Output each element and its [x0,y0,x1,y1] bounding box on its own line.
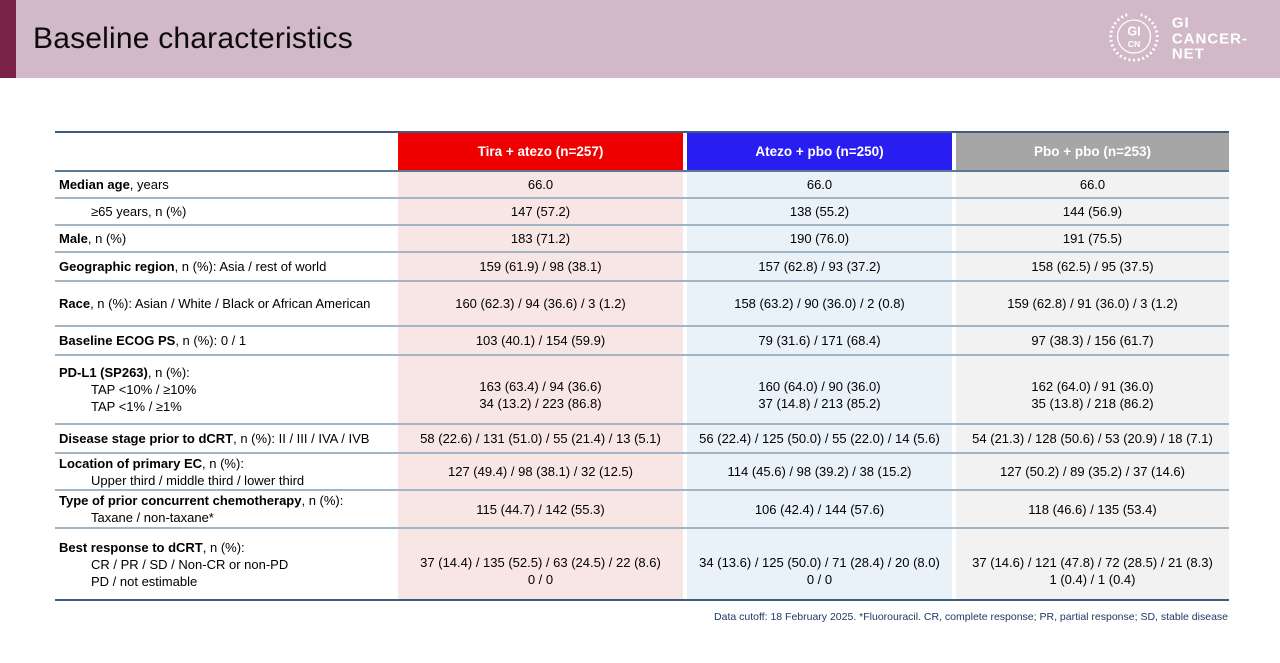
row-label: ≥65 years, n (%) [55,199,398,224]
cell-atezo-pbo: 56 (22.4) / 125 (50.0) / 55 (22.0) / 14 (5.6) [683,425,952,452]
header-empty-cell [55,133,398,170]
cell-atezo-pbo: 158 (63.2) / 90 (36.0) / 2 (0.8) [683,282,952,325]
cell-pbo-pbo: 159 (62.8) / 91 (36.0) / 3 (1.2) [952,282,1229,325]
row-label: Best response to dCRT, n (%): CR / PR / SD / Non-CR or non-PD PD / not estimable [55,529,398,599]
cell-tira-atezo: 115 (44.7) / 142 (55.3) [398,491,683,527]
cell-tira-atezo: 37 (14.4) / 135 (52.5) / 63 (24.5) / 22 (8.6) 0 / 0 [398,529,683,599]
logo-line1: GI [1171,14,1190,32]
svg-text:GI: GI [1127,24,1141,39]
table-row-race [55,282,1229,327]
gicancernet-logo [1104,7,1248,72]
cell-pbo-pbo: 118 (46.6) / 135 (53.4) [952,491,1229,527]
cell-pbo-pbo: 191 (75.5) [952,226,1229,251]
column-header-atezo-pbo: Atezo + pbo (n=250) [683,133,952,170]
logo-wordmark [1172,16,1248,63]
cell-atezo-pbo: 190 (76.0) [683,226,952,251]
cell-atezo-pbo: 79 (31.6) / 171 (68.4) [683,327,952,354]
cell-atezo-pbo: 157 (62.8) / 93 (37.2) [683,253,952,280]
table-row-disease-stage [55,425,1229,454]
accent-bar [0,0,16,78]
table-row-geographic-region [55,253,1229,282]
baseline-characteristics-table [55,131,1229,601]
cell-tira-atezo: 127 (49.4) / 98 (38.1) / 32 (12.5) [398,454,683,489]
table-row-age-65 [55,199,1229,226]
column-header-pbo-pbo: Pbo + pbo (n=253) [952,133,1229,170]
cell-tira-atezo: 103 (40.1) / 154 (59.9) [398,327,683,354]
cell-tira-atezo: 163 (63.4) / 94 (36.6) 34 (13.2) / 223 (86.8) [398,356,683,423]
table-row-male [55,226,1229,253]
cell-tira-atezo: 58 (22.6) / 131 (51.0) / 55 (21.4) / 13 (5.1) [398,425,683,452]
table-row-median-age [55,172,1229,199]
logo-line3: NET [1171,45,1205,63]
cell-pbo-pbo: 144 (56.9) [952,199,1229,224]
cell-pbo-pbo: 127 (50.2) / 89 (35.2) / 37 (14.6) [952,454,1229,489]
row-label: Geographic region, n (%): Asia / rest of world [55,253,398,280]
cell-atezo-pbo: 160 (64.0) / 90 (36.0) 37 (14.8) / 213 (85.2) [683,356,952,423]
table-header-row [55,133,1229,172]
cell-tira-atezo: 160 (62.3) / 94 (36.6) / 3 (1.2) [398,282,683,325]
table-row-ecog-ps [55,327,1229,356]
table-row-best-response [55,529,1229,599]
cell-tira-atezo: 147 (57.2) [398,199,683,224]
row-label: Baseline ECOG PS, n (%): 0 / 1 [55,327,398,354]
row-label: Disease stage prior to dCRT, n (%): II / III / IVA / IVB [55,425,398,452]
cell-tira-atezo: 183 (71.2) [398,226,683,251]
page-title: Baseline characteristics [33,22,353,55]
table-row-primary-ec-location [55,454,1229,491]
cell-atezo-pbo: 114 (45.6) / 98 (39.2) / 38 (15.2) [683,454,952,489]
cell-atezo-pbo: 34 (13.6) / 125 (50.0) / 71 (28.4) / 20 (8.0) 0 / 0 [683,529,952,599]
data-cutoff-footnote: Data cutoff: 18 February 2025. *Fluorouracil. CR, complete response; PR, partial response; SD, stable disease [714,611,1228,623]
cell-atezo-pbo: 66.0 [683,172,952,197]
cell-atezo-pbo: 106 (42.4) / 144 (57.6) [683,491,952,527]
table-row-prior-chemotherapy [55,491,1229,529]
logo-line2: CANCER- [1171,30,1248,48]
cell-pbo-pbo: 162 (64.0) / 91 (36.0) 35 (13.8) / 218 (86.2) [952,356,1229,423]
cell-pbo-pbo: 66.0 [952,172,1229,197]
row-label: Type of prior concurrent chemotherapy, n (%): Taxane / non-taxane* [55,491,398,527]
svg-text:CN: CN [1127,39,1141,50]
cell-tira-atezo: 66.0 [398,172,683,197]
slide-header [0,0,1280,78]
table-row-pdl1 [55,356,1229,425]
cell-atezo-pbo: 138 (55.2) [683,199,952,224]
cell-pbo-pbo: 97 (38.3) / 156 (61.7) [952,327,1229,354]
cell-tira-atezo: 159 (61.9) / 98 (38.1) [398,253,683,280]
row-label: Race, n (%): Asian / White / Black or African American [55,282,398,325]
laurel-wreath-icon [1104,7,1164,72]
row-label: Male, n (%) [55,226,398,251]
row-label: Median age, years [55,172,398,197]
row-label: PD-L1 (SP263), n (%): TAP <10% / ≥10% TAP <1% / ≥1% [55,356,398,423]
row-label: Location of primary EC, n (%): Upper third / middle third / lower third [55,454,398,489]
cell-pbo-pbo: 54 (21.3) / 128 (50.6) / 53 (20.9) / 18 (7.1) [952,425,1229,452]
column-header-tira-atezo: Tira + atezo (n=257) [398,133,683,170]
cell-pbo-pbo: 37 (14.6) / 121 (47.8) / 72 (28.5) / 21 (8.3) 1 (0.4) / 1 (0.4) [952,529,1229,599]
cell-pbo-pbo: 158 (62.5) / 95 (37.5) [952,253,1229,280]
